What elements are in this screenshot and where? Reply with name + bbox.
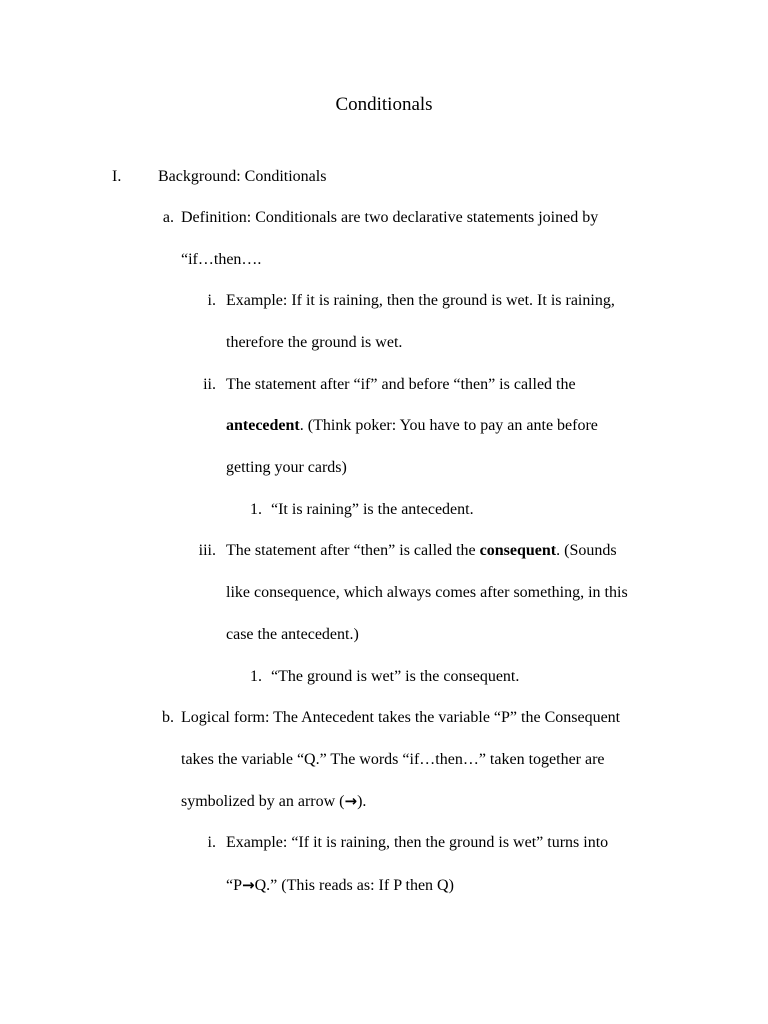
antecedent-line-2-rest: . (Think poker: You have to pay an ante before (299, 417, 598, 434)
list-marker-a-ii: ii. (203, 376, 216, 393)
consequent-example: “The ground is wet” is the consequent. (271, 668, 520, 685)
list-marker-a-iii-1: 1. (250, 668, 262, 685)
logical-form-line-1: Logical form: The Antecedent takes the variable “P” the Consequent (181, 709, 621, 726)
example-line-2: therefore the ground is wet. (226, 334, 403, 351)
consequent-line-3: case the antecedent.) (226, 626, 359, 643)
section-marker: I. (112, 168, 122, 185)
antecedent-term: antecedent (226, 417, 300, 434)
list-marker-a-i: i. (207, 292, 216, 309)
logical-example-line-2-post: Q.” (This reads as: If P then Q) (254, 877, 454, 894)
logical-example-line-2 (226, 874, 454, 897)
logical-example-line-1: Example: “If it is raining, then the ground is wet” turns into (226, 834, 609, 851)
consequent-line-1-pre: The statement after “then” is called the (226, 542, 480, 559)
logical-example-line-2-pre: “P (226, 877, 242, 894)
page-title: Conditionals (335, 94, 433, 115)
logical-form-line-3-post: ). (357, 793, 367, 810)
right-arrow-icon: → (344, 792, 358, 810)
consequent-line-1-post: . (Sounds (556, 542, 617, 559)
consequent-line-2: like consequence, which always comes after something, in this (226, 584, 628, 601)
consequent-line-1 (226, 540, 617, 562)
antecedent-example: “It is raining” is the antecedent. (271, 501, 474, 518)
list-marker-b-i: i. (207, 834, 216, 851)
logical-form-line-3-pre: symbolized by an arrow ( (181, 793, 345, 810)
consequent-term: consequent (479, 542, 557, 559)
example-line-1: Example: If it is raining, then the ground is wet. It is raining, (226, 292, 615, 309)
definition-line-1: Definition: Conditionals are two declarative statements joined by (181, 209, 599, 226)
section-heading: Background: Conditionals (158, 168, 327, 185)
logical-form-line-3 (181, 790, 366, 813)
antecedent-line-1: The statement after “if” and before “then” is called the (226, 376, 576, 393)
list-marker-b: b. (162, 709, 174, 726)
list-marker-a-ii-1: 1. (250, 501, 262, 518)
list-marker-a-iii: iii. (198, 542, 216, 559)
definition-line-2: “if…then…. (181, 251, 262, 268)
right-arrow-icon: → (242, 876, 255, 894)
antecedent-line-3: getting your cards) (226, 459, 347, 476)
list-marker-a: a. (162, 209, 174, 226)
antecedent-line-2 (226, 415, 598, 437)
logical-form-line-2: takes the variable “Q.” The words “if…then…” taken together are (181, 751, 605, 768)
